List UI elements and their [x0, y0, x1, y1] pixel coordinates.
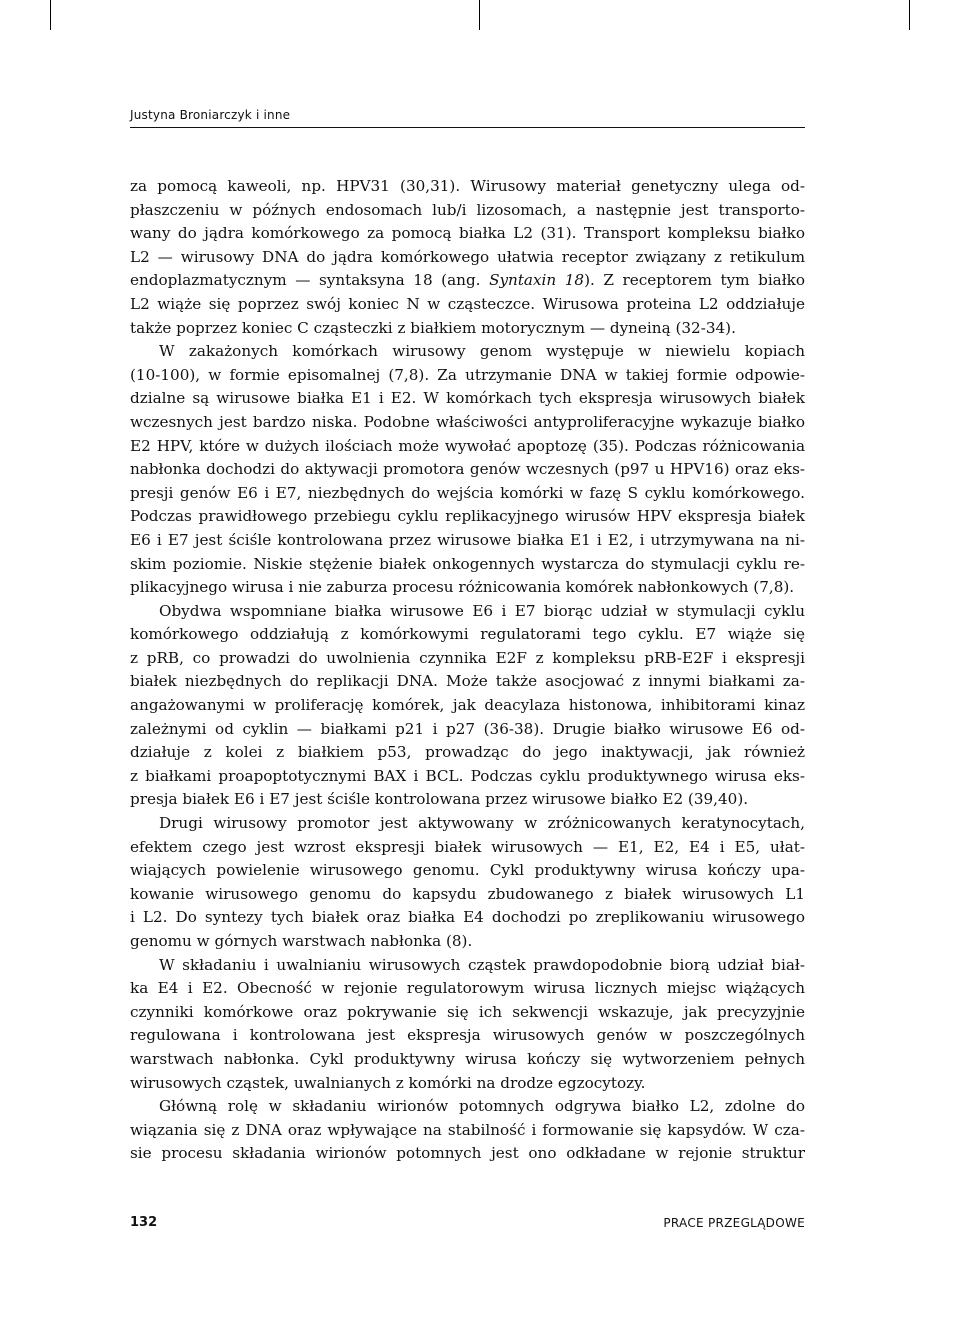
text-line: czynniki komórkowe oraz pokrywanie się ich sekwencji wskazuje, jak precyzyjnie — [130, 1002, 805, 1021]
text-line: presji genów E6 i E7, niezbędnych do wejścia komórki w fazę S cyklu komórkowego. — [130, 483, 805, 502]
crop-mark-right — [909, 0, 910, 30]
text-line: ka E4 i E2. Obecność w rejonie regulatorowym wirusa licznych miejsc wiążących — [130, 979, 805, 998]
text-line: działuje z kolei z białkiem p53, prowadząc do jego inaktywacji, jak również — [130, 743, 805, 762]
text-line: genomu w górnych warstwach nabłonka (8). — [130, 932, 473, 950]
text-line: endoplazmatycznym — syntaksyna 18 (ang. Syntaxin 18). Z receptorem tym białko — [130, 271, 806, 290]
text-line: wiązania się z DNA oraz wpływające na stabilność i formowanie się kapsydów. W cza- — [130, 1120, 805, 1139]
crop-mark-left — [50, 0, 51, 30]
text-line: plikacyjnego wirusa i nie zaburza procesu różnicowania komórek nabłonkowych (7,8). — [130, 578, 795, 597]
crop-mark-center — [479, 0, 480, 30]
text-line: E2 HPV, które w dużych ilościach może wywołać apoptozę (35). Podczas różnicowania — [130, 436, 805, 455]
text-line: wiających powielenie wirusowego genomu. Cykl produktywny wirusa kończy upa- — [130, 861, 805, 880]
page-number: 132 — [130, 1215, 158, 1230]
text-line: dzialne są wirusowe białka E1 i E2. W komórkach tych ekspresja wirusowych białek — [130, 389, 805, 408]
text-line: L2 wiąże się poprzez swój koniec N w cząsteczce. Wirusowa proteina L2 oddziałuje — [130, 294, 805, 313]
text-line: W zakażonych komórkach wirusowy genom występuje w niewielu kopiach — [159, 342, 805, 361]
text-line: także poprzez koniec C cząsteczki z białkiem motorycznym — dyneiną (32-34). — [130, 318, 736, 337]
text-line: nabłonka dochodzi do aktywacji promotora genów wczesnych (p97 u HPV16) oraz eks- — [130, 460, 805, 479]
text-line: zależnymi od cyklin — białkami p21 i p27 (36-38). Drugie białko wirusowe E6 od- — [130, 719, 805, 738]
section-title: PRACE PRZEGLĄDOWE — [663, 1216, 805, 1230]
running-head: Justyna Broniarczyk i inne — [130, 108, 291, 122]
text-line: i L2. Do syntezy tych białek oraz białka E4 dochodzi po zreplikowaniu wirusowego — [130, 908, 805, 927]
text-line: z pRB, co prowadzi do uwolnienia czynnika E2F z kompleksu pRB-E2F i ekspresji — [130, 648, 805, 667]
text-line: za pomocą kaweoli, np. HPV31 (30,31). Wirusowy materiał genetyczny ulega od- — [130, 177, 805, 195]
text-line: białek niezbędnych do replikacji DNA. Może także asocjować z innymi białkami za- — [130, 672, 805, 691]
text-line: wirusowych cząstek, uwalnianych z komórki na drodze egzocytozy. — [130, 1073, 646, 1092]
text-line: W składaniu i uwalnianiu wirusowych cząstek prawdopodobnie biorą udział biał- — [159, 955, 805, 974]
text-line: efektem czego jest wzrost ekspresji białek wirusowych — E1, E2, E4 i E5, ułat- — [130, 837, 805, 856]
text-line: płaszczeniu w późnych endosomach lub/i lizosomach, a następnie jest transporto- — [130, 200, 805, 219]
text-line: warstwach nabłonka. Cykl produktywny wirusa kończy się wytworzeniem pełnych — [130, 1049, 805, 1068]
text-line: komórkowego oddziałują z komórkowymi regulatorami tego cyklu. E7 wiąże się — [130, 625, 805, 644]
header-rule — [130, 127, 805, 128]
text-line: wczesnych jest bardzo niska. Podobne właściwości antyproliferacyjne wykazuje białko — [130, 412, 805, 431]
text-line: wany do jądra komórkowego za pomocą białka L2 (31). Transport kompleksu białko — [130, 224, 805, 243]
text-line: regulowana i kontrolowana jest ekspresja wirusowych genów w poszczególnych — [130, 1026, 805, 1045]
text-line: (10-100), w formie episomalnej (7,8). Za utrzymanie DNA w takiej formie odpowie- — [130, 365, 805, 384]
text-line: kowanie wirusowego genomu do kapsydu zbudowanego z białek wirusowych L1 — [130, 884, 805, 903]
text-line: E6 i E7 jest ściśle kontrolowana przez wirusowe białka E1 i E2, i utrzymywana na ni- — [130, 530, 805, 549]
body-text — [130, 175, 805, 1166]
text-line: L2 — wirusowy DNA do jądra komórkowego ułatwia receptor związany z retikulum — [130, 247, 805, 266]
text-line: sie procesu składania wirionów potomnych jest ono odkładane w rejonie struktur — [130, 1144, 805, 1163]
text-line: Podczas prawidłowego przebiegu cyklu replikacyjnego wirusów HPV ekspresja białek — [130, 507, 805, 526]
text-line: Obydwa wspomniane białka wirusowe E6 i E7 biorąc udział w stymulacji cyklu — [159, 601, 805, 620]
text-line: Główną rolę w składaniu wirionów potomnych odgrywa białko L2, zdolne do — [159, 1097, 805, 1116]
text-line: z białkami proapoptotycznymi BAX i BCL. Podczas cyklu produktywnego wirusa eks- — [130, 766, 805, 785]
text-line: presja białek E6 i E7 jest ściśle kontrolowana przez wirusowe białko E2 (39,40). — [130, 790, 749, 809]
italic-term: Syntaxin 18 — [489, 271, 585, 290]
text-line: skim poziomie. Niskie stężenie białek onkogennych wystarcza do stymulacji cyklu re- — [130, 554, 805, 573]
text-line: angażowanymi w proliferację komórek, jak deacylaza histonowa, inhibitorami kinaz — [130, 696, 805, 715]
text-line: Drugi wirusowy promotor jest aktywowany w zróżnicowanych keratynocytach, — [159, 814, 805, 833]
